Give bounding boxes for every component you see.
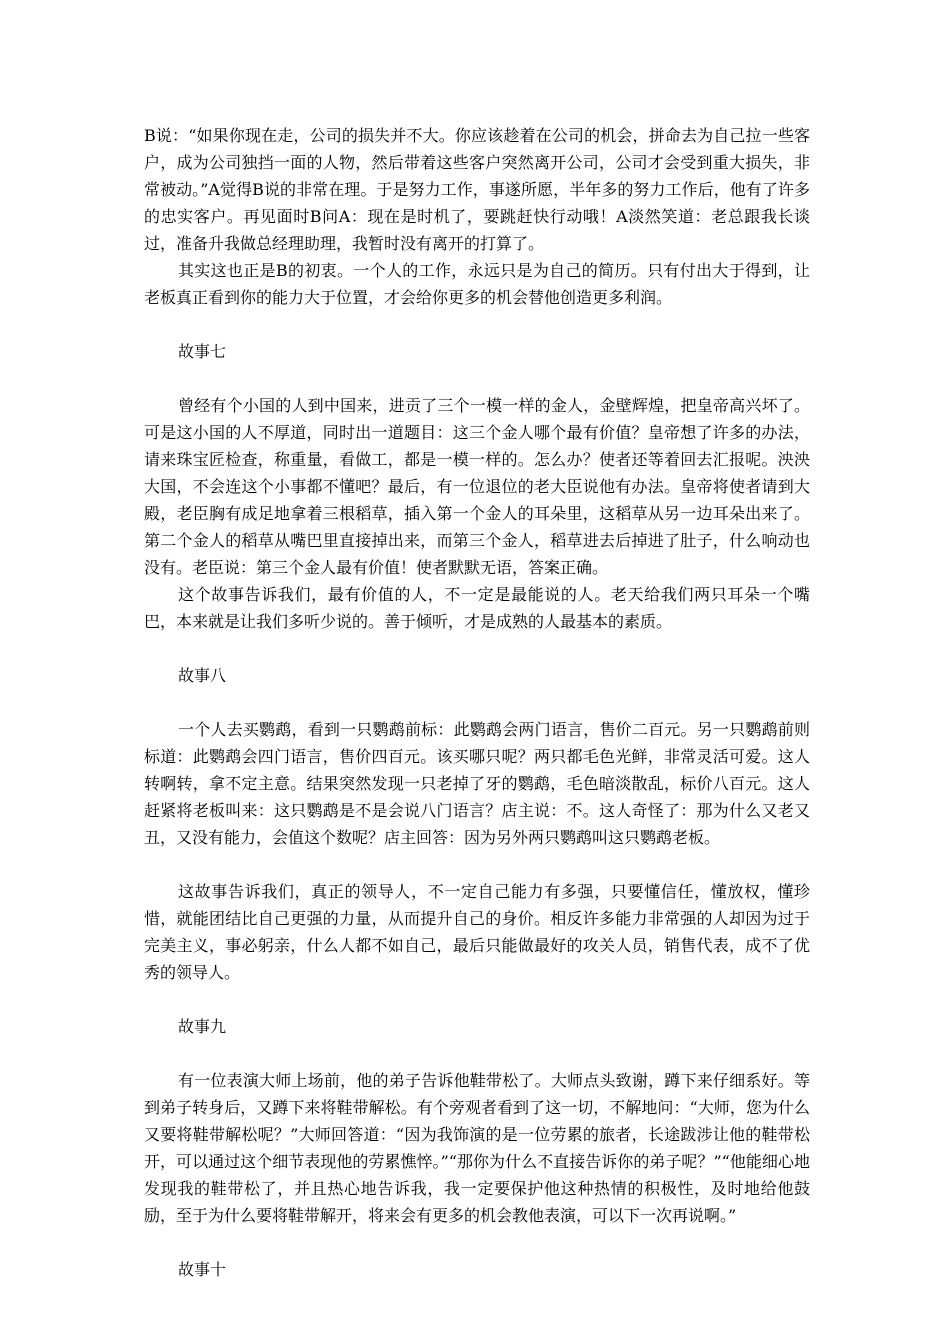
spacer	[144, 311, 810, 338]
spacer	[144, 635, 810, 662]
paragraph-parrot: 一个人去买鹦鹉，看到一只鹦鹉前标：此鹦鹉会两门语言，售价二百元。另一只鹦鹉前则标道：此鹦鹉会四门语言，售价四百元。该买哪只呢？两只都毛色光鲜，非常灵活可爱。这人转啊转，拿不定主意。结果突然发现一只老掉了牙的鹦鹉，毛色暗淡散乱，标价八百元。这人赶紧将老板叫来：这只鹦鹉是不是会说八门语言？店主说：不。这人奇怪了：那为什么又老又丑，又没有能力，会值这个数呢？店主回答：因为另外两只鹦鹉叫这只鹦鹉老板。	[144, 720, 810, 847]
heading-story-9: 故事九	[178, 1017, 227, 1036]
document-page	[144, 122, 810, 1283]
paragraph-golden-men: 曾经有个小国的人到中国来，进贡了三个一模一样的金人，金壁辉煌，把皇帝高兴坏了。可是这小国的人不厚道，同时出一道题目：这三个金人哪个最有价值？皇帝想了许多的办法，请来珠宝匠检查，称重量，看做工，都是一模一样的。怎么办？使者还等着回去汇报呢。泱泱大国，不会连这个小事都不懂吧？最后，有一位退位的老大臣说他有办法。皇帝将使者请到大殿，老臣胸有成足地拿着三根稻草，插入第一个金人的耳朵里，这稻草从另一边耳朵出来了。第二个金人的稻草从嘴巴里直接掉出来，而第三个金人，稻草进去后掉进了肚子，什么响动也没有。老臣说：第三个金人最有价值！使者默默无语，答案正确。	[144, 396, 810, 577]
spacer	[144, 689, 810, 716]
spacer	[144, 986, 810, 1013]
paragraph-shoelace: 有一位表演大师上场前，他的弟子告诉他鞋带松了。大师点头致谢，蹲下来仔细系好。等到弟子转身后，又蹲下来将鞋带解松。有个旁观者看到了这一切，不解地问：“大师，您为什么又要将鞋带解松呢？”大师回答道：“因为我饰演的是一位劳累的旅者，长途跋涉让他的鞋带松开，可以通过这个细节表现他的劳累憔悴。”“那你为什么不直接告诉你的弟子呢？”“他能细心地发现我的鞋带松了，并且热心地告诉我，我一定要保护他这种热情的积极性，及时地给他鼓励，至于为什么要将鞋带解开，将来会有更多的机会教他表演，可以下一次再说啊。”	[144, 1071, 810, 1225]
heading-story-8: 故事八	[178, 666, 227, 685]
spacer	[144, 1040, 810, 1067]
heading-story-7: 故事七	[178, 342, 227, 361]
paragraph-parrot-moral: 这故事告诉我们，真正的领导人，不一定自己能力有多强，只要懂信任，懂放权，懂珍惜，就能团结比自己更强的力量，从而提升自己的身价。相反许多能力非常强的人却因为过于完美主义，事必躬亲，什么人都不如自己，最后只能做最好的攻关人员，销售代表，成不了优秀的领导人。	[144, 882, 810, 982]
paragraph-b-intention: 其实这也正是B的初衷。一个人的工作，永远只是为自己的简历。只有付出大于得到，让老板真正看到你的能力大于位置，才会给你更多的机会替他创造更多利润。	[144, 261, 810, 307]
spacer	[144, 1229, 810, 1256]
spacer	[144, 365, 810, 392]
paragraph-b-advice: B说：“如果你现在走，公司的损失并不大。你应该趁着在公司的机会，拼命去为自己拉一些客户，成为公司独挡一面的人物，然后带着这些客户突然离开公司，公司才会受到重大损失，非常被动。”A觉得B说的非常在理。于是努力工作，事遂所愿，半年多的努力工作后，他有了许多的忠实客户。再见面时B问A：现在是时机了，要跳赶快行动哦！A淡然笑道：老总跟我长谈过，准备升我做总经理助理，我暂时没有离开的打算了。	[144, 126, 810, 253]
heading-story-10: 故事十	[178, 1260, 227, 1279]
spacer	[144, 851, 810, 878]
paragraph-golden-men-moral: 这个故事告诉我们，最有价值的人，不一定是最能说的人。老天给我们两只耳朵一个嘴巴，本来就是让我们多听少说的。善于倾听，才是成熟的人最基本的素质。	[144, 585, 810, 631]
